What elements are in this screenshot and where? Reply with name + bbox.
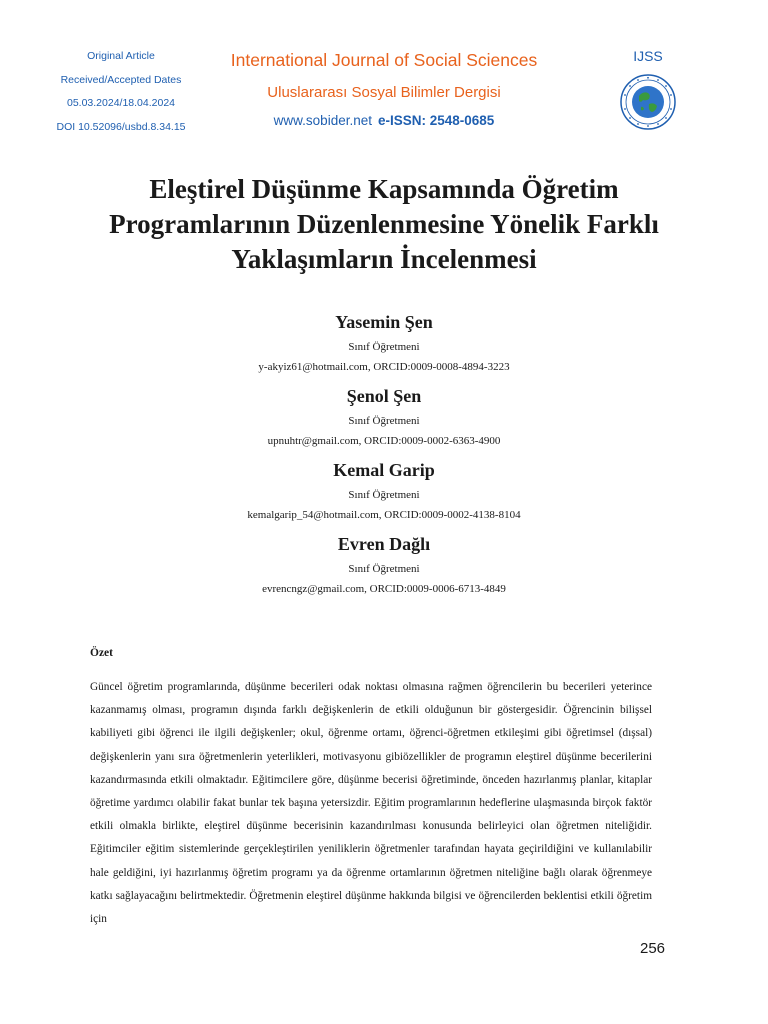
author-role: Sınıf Öğretmeni [348, 341, 420, 353]
author-contact: y-akyiz61@hotmail.com, ORCID:0009-0008-4894-3223 [258, 361, 510, 373]
author-contact: kemalgarip_54@hotmail.com, ORCID:0009-0002-4138-8104 [247, 509, 521, 521]
dates-label: Received/Accepted Dates [60, 73, 182, 86]
journal-web-line [170, 108, 598, 134]
journal-header [170, 46, 598, 134]
author-block [100, 310, 668, 376]
author-block [100, 384, 668, 450]
issn: e-ISSN: 2548-0685 [377, 113, 495, 128]
journal-brand [608, 48, 688, 130]
doi: DOI 10.52096/usbd.8.34.15 [56, 120, 186, 133]
article-type: Original Article [87, 50, 155, 62]
paper-title: Eleştirel Düşünme Kapsamında Öğretim Programlarının Düzenlenmesine Yönelik Farklı Yaklaşımların İncelenmesi [109, 174, 659, 274]
page-number: 256 [640, 940, 666, 957]
journal-name-en: International Journal of Social Sciences [230, 50, 538, 70]
author-contact: evrencngz@gmail.com, ORCID:0009-0006-6713-4849 [262, 583, 506, 595]
journal-abbreviation: IJSS [633, 48, 663, 64]
author-name: Evren Dağlı [337, 534, 431, 554]
author-role: Sınıf Öğretmeni [348, 489, 420, 501]
dates: 05.03.2024/18.04.2024 [66, 97, 176, 109]
abstract-text: Güncel öğretim programlarında, düşünme becerileri odak noktası olmasına rağmen öğrencilerin bu becerileri yeterince kazanmamış olması, programın dışında farklı değişkenlerin de etkili olduğunun bir göstergesidir. Öğrencinin bilişsel kabiliyeti gibi öğrenci ile ilgili değişkenler; okul, öğrenme ortamı, öğrenci-öğretmen etkileşimi gibi öğretimsel (dışsal) değişkenlerin yanı sıra öğretmenlerin yeterlikleri, motivasyonu gibiözellikler de programın eleştirel düşünme becerilerini kazandırmasında etkili olmaktadır. Eğitimcilere göre, düşünme becerisi öğretiminde, önceden hazırlanmış planlar, kitaplar öğretime yardımcı olabilir fakat bunlar tek başına yetersizdir. Eğitim programlarının hedeflerine ulaşmasında birçok faktör etkili olmakla birlikte, eleştirel düşünme becerisinin kazandırılması konusunda belirleyici olan öğretmen niteliğidir. Eğitimciler eğitim sistemlerinde gerçekleştirilen yeniliklerin öğretmenler tarafından hayata geçirildiğini ve kullanılabilir hale geldiğini, iyi hazırlanmış öğretim programı ya da öğrenme ortamlarının öğretmen niteliğine bağlı olarak öğrenmeye katkı sağlayacağını belirtmektedir. Öğretmenin eleştirel düşünme hakkında bilgisi ve öğrencilerden beklentisi etkili öğretim için [90, 681, 652, 926]
author-role: Sınıf Öğretmeni [348, 415, 420, 427]
abstract-heading: Özet [90, 647, 113, 659]
author-role: Sınıf Öğretmeni [348, 563, 420, 575]
author-name: Kemal Garip [333, 460, 435, 480]
author-block [100, 532, 668, 598]
author-contact: upnuhtr@gmail.com, ORCID:0009-0002-6363-4900 [267, 435, 501, 447]
journal-name-tr: Uluslararası Sosyal Bilimler Dergisi [267, 84, 501, 101]
author-list [100, 310, 668, 606]
website-link[interactable]: www.sobider.net [273, 113, 372, 128]
author-name: Şenol Şen [346, 386, 422, 406]
author-name: Yasemin Şen [335, 312, 433, 332]
author-block [100, 458, 668, 524]
globe-seal-icon [620, 74, 676, 130]
